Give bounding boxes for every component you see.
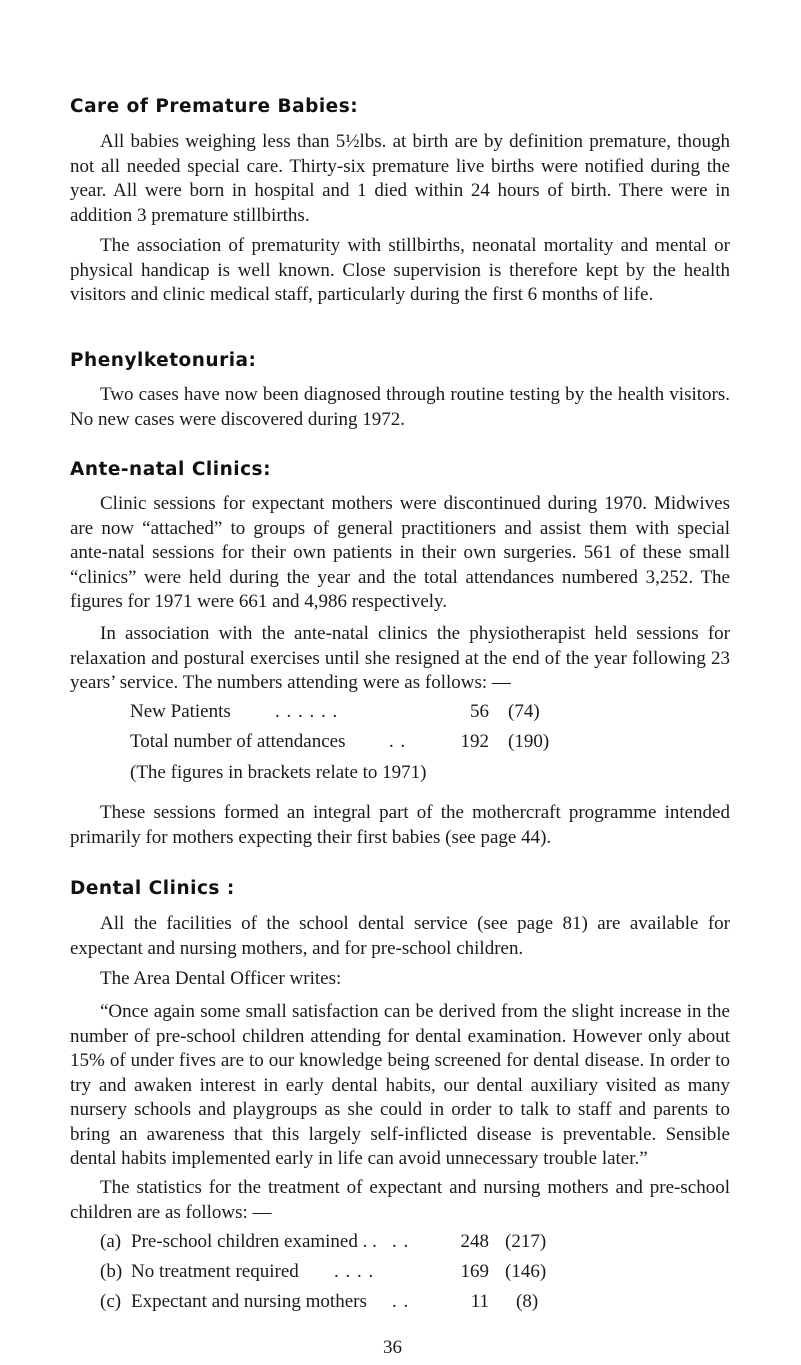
row-marker: (a): [100, 1231, 122, 1252]
row-previous-value: (190): [508, 731, 550, 752]
antenatal-note: (The figures in brackets relate to 1971): [130, 762, 427, 783]
row-value: 192: [460, 731, 489, 752]
row-leader-dots: . . . . . .: [275, 701, 339, 722]
heading-phenylketonuria: Phenylketonuria:: [70, 350, 257, 371]
row-previous-value: (74): [508, 701, 540, 722]
row-label: Total number of attendances: [130, 731, 346, 752]
row-value: 11: [470, 1291, 489, 1312]
row-leader-dots: . .: [392, 1291, 410, 1312]
row-value: 248: [460, 1231, 489, 1252]
row-marker: (b): [100, 1261, 123, 1282]
row-marker: (c): [100, 1291, 122, 1312]
row-previous-value: (217): [505, 1231, 547, 1252]
page-number: 36: [383, 1337, 402, 1358]
row-label: Expectant and nursing mothers: [131, 1291, 367, 1312]
paragraph-premature-2: The association of prematurity with stillbirths, neonatal mortality and mental or physical handicap is well known. Close supervision is therefore kept by the health visitors and clinic medical staff, particularly during the first 6 months of life.: [70, 235, 730, 305]
row-leader-dots: . .: [389, 731, 407, 752]
row-label: Pre-school children examined . .: [131, 1231, 377, 1252]
heading-premature-babies: Care of Premature Babies:: [70, 96, 359, 117]
row-label: New Patients: [130, 701, 231, 722]
paragraph-antenatal-1: Clinic sessions for expectant mothers were discontinued during 1970. Midwives are now “attached” to groups of general practitioners and assist them with special ante-natal sessions for their own patients in their own surgeries. 561 of these small “clinics” were held during the year and the total attendances numbered 3,252. The figures for 1971 were 661 and 4,986 respectively.: [70, 493, 730, 612]
paragraph-dental-1: All the facilities of the school dental service (see page 81) are available for expectant and nursing mothers, and for pre-school children.: [70, 913, 730, 959]
row-previous-value: (146): [505, 1261, 547, 1282]
paragraph-dental-4: The statistics for the treatment of expectant and nursing mothers and pre-school children are as follows: —: [70, 1177, 730, 1223]
row-leader-dots: . .: [392, 1231, 410, 1252]
paragraph-phenylketonuria: Two cases have now been diagnosed through routine testing by the health visitors. No new cases were discovered during 1972.: [70, 384, 730, 430]
row-value: 169: [460, 1261, 489, 1282]
row-value: 56: [470, 701, 489, 722]
paragraph-antenatal-3: These sessions formed an integral part of the mothercraft programme intended primarily for mothers expecting their first babies (see page 44).: [70, 802, 730, 848]
heading-ante-natal-clinics: Ante-natal Clinics:: [70, 459, 271, 480]
paragraph-dental-quote: “Once again some small satisfaction can be derived from the slight increase in the number of pre-school children attending for dental examination. However only about 15% of under fives are to our knowledge being screened for dental disease. In order to try and awaken interest in early dental habits, our dental auxiliary visited as many nursery schools and playgroups as she could in order to talk to staff and parents to bring an awareness that this largely self-inflicted disease is preventable. Sensible dental habits implemented early in life can avoid unnecessary trouble later.”: [70, 1001, 730, 1169]
paragraph-premature-1: All babies weighing less than 5½lbs. at birth are by definition premature, though not all needed special care. Thirty-six premature live births were notified during the year. All were born in hospital and 1 died within 24 hours of birth. There were in addition 3 premature stillbirths.: [70, 131, 730, 226]
row-leader-dots: . . . .: [334, 1261, 375, 1282]
paragraph-antenatal-2: In association with the ante-natal clinics the physiotherapist held sessions for relaxation and postural exercises until she resigned at the end of the year following 23 years’ service. The numbers attending were as follows: —: [70, 623, 730, 693]
paragraph-dental-2: The Area Dental Officer writes:: [100, 968, 342, 989]
heading-dental-clinics: Dental Clinics :: [70, 878, 235, 899]
row-previous-value: (8): [516, 1291, 539, 1312]
row-label: No treatment required: [131, 1261, 299, 1282]
